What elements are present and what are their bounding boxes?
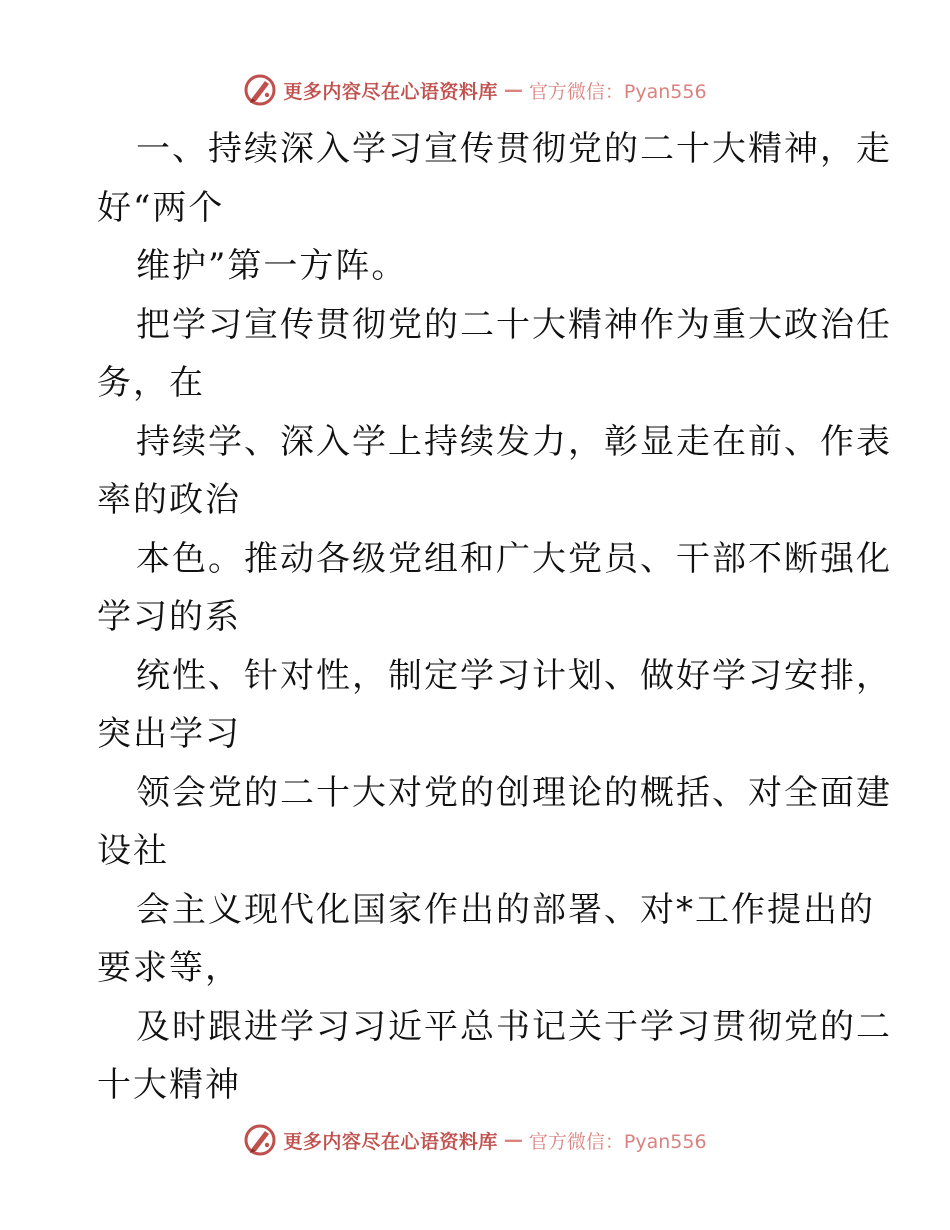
text-line: 学习的系 xyxy=(97,597,241,637)
text-line: 率的政治 xyxy=(97,480,241,520)
text-line: 维护”第一方阵。 xyxy=(136,246,408,286)
text-line: 十大精神 xyxy=(97,1065,241,1105)
text-line: 统性、针对性，制定学习计划、做好学习安排， xyxy=(136,655,892,696)
pen-logo-icon xyxy=(243,73,277,107)
header-banner xyxy=(0,70,950,110)
text-line: 要求等， xyxy=(97,948,241,988)
text-line: 持续学、深入学上持续发力，彰显走在前、作表 xyxy=(136,421,892,462)
banner-contact-text: 官方微信：Pyan556 xyxy=(528,80,707,103)
footer-banner xyxy=(0,1120,950,1160)
banner-separator: — xyxy=(503,1129,523,1151)
text-line: 一、持续深入学习宣传贯彻党的二十大精神，走 xyxy=(136,129,892,169)
pen-logo-icon xyxy=(243,1123,277,1157)
text-line: 好“两个 xyxy=(97,187,225,228)
text-line: 把学习宣传贯彻党的二十大精神作为重大政治任 xyxy=(136,304,892,345)
document-body xyxy=(97,120,892,1115)
text-line: 突出学习 xyxy=(97,714,241,754)
banner-site-text: 更多内容尽在心语资料库 xyxy=(283,80,498,103)
banner-site-text: 更多内容尽在心语资料库 xyxy=(283,1130,498,1153)
banner-contact-text: 官方微信：Pyan556 xyxy=(528,1130,707,1153)
text-line: 设社 xyxy=(97,831,169,871)
text-line: 领会党的二十大对党的创理论的概括、对全面建 xyxy=(136,772,892,813)
text-line: 会主义现代化国家作出的部署、对*工作提出的 xyxy=(136,889,875,930)
text-line: 本色。推动各级党组和广大党员、干部不断强化 xyxy=(136,538,892,579)
text-line: 务，在 xyxy=(97,363,205,403)
text-line: 及时跟进学习习近平总书记关于学习贯彻党的二 xyxy=(136,1006,892,1047)
banner-separator: — xyxy=(503,79,523,101)
